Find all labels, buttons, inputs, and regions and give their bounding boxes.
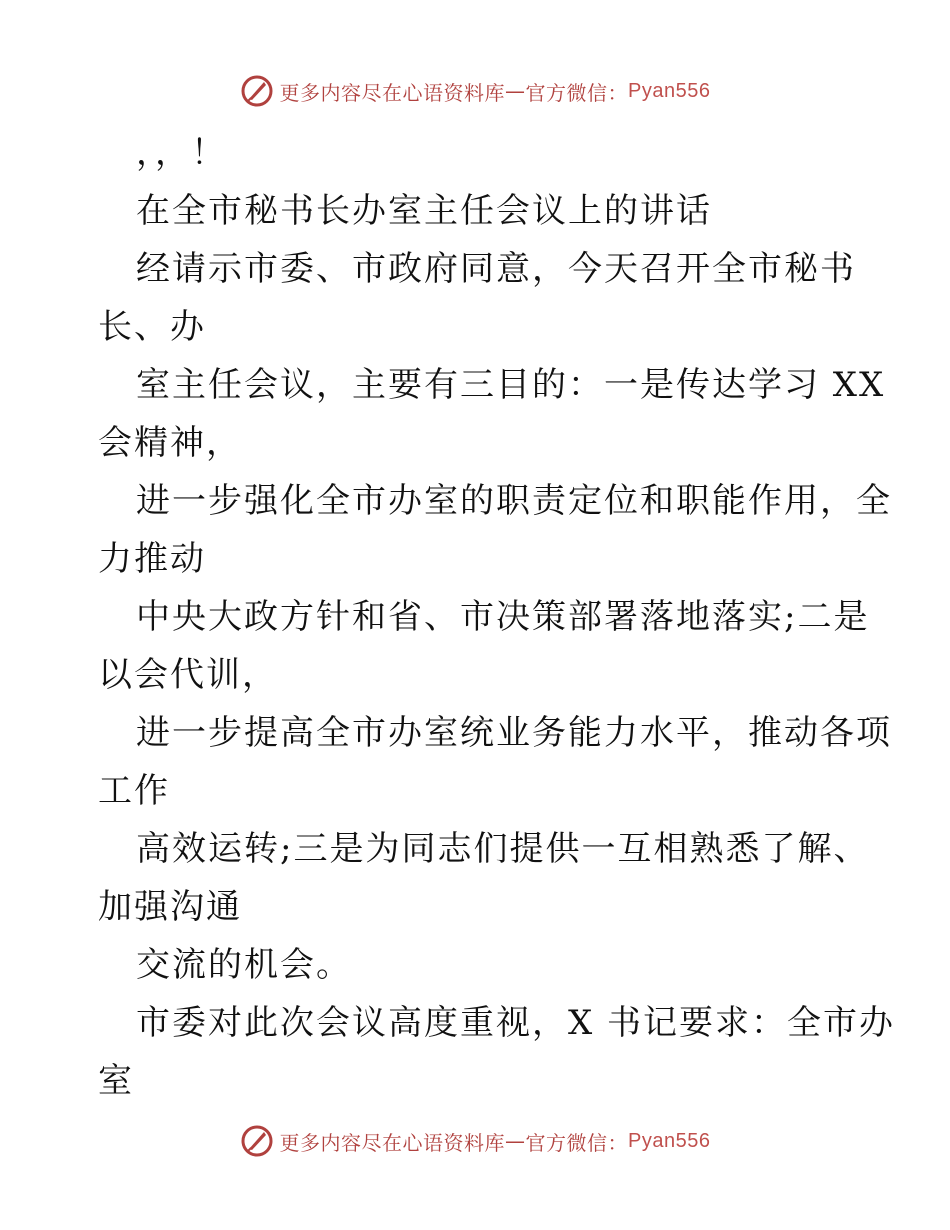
header-banner [0,71,950,111]
body-text-line: 高效运转;三是为同志们提供一互相熟悉了解、 [136,829,870,869]
body-text-line: 长、办 [98,307,206,347]
banner-wechat-id: Pyan556 [628,79,711,102]
body-text-line: 会精神， [98,423,242,463]
body-text-line: 中央大政方针和省、市决策部署落地落实;二是 [136,597,870,637]
body-text-line: 经请示市委、市政府同意，今天召开全市秘书 [136,249,856,289]
banner-wechat-label: 官方微信： [525,1130,629,1155]
banner-brand-text: 更多内容尽在心语资料库 [279,80,506,105]
body-text-line: ，，！ [136,133,227,173]
quill-logo-icon [240,74,274,108]
body-text-line: 市委对此次会议高度重视，X 书记要求：全市办 [136,1003,896,1043]
body-text-line: 进一步提高全市办室统业务能力水平，推动各项 [136,713,892,753]
banner-wechat-id: Pyan556 [628,1129,711,1152]
body-text-line: 工作 [98,771,170,811]
banner-separator: — [505,1129,526,1153]
banner-wechat-label: 官方微信： [525,80,629,105]
body-text-line: 室主任会议，主要有三目的：一是传达学习 XX [136,365,886,405]
body-text-line: 加强沟通 [98,887,242,927]
body-text-line: 交流的机会。 [136,945,352,985]
body-text-line: 进一步强化全市办室的职责定位和职能作用，全 [136,481,892,521]
banner-brand-text: 更多内容尽在心语资料库 [279,1130,506,1155]
body-text-line: 在全市秘书长办室主任会议上的讲话 [136,191,712,231]
banner-separator: — [505,79,526,103]
body-text-line: 力推动 [98,539,206,579]
body-text-line: 室 [98,1061,134,1101]
body-text-line: 以会代训， [98,655,278,695]
document-body [98,124,896,1110]
quill-logo-icon [240,1124,274,1158]
footer-banner [0,1121,950,1161]
